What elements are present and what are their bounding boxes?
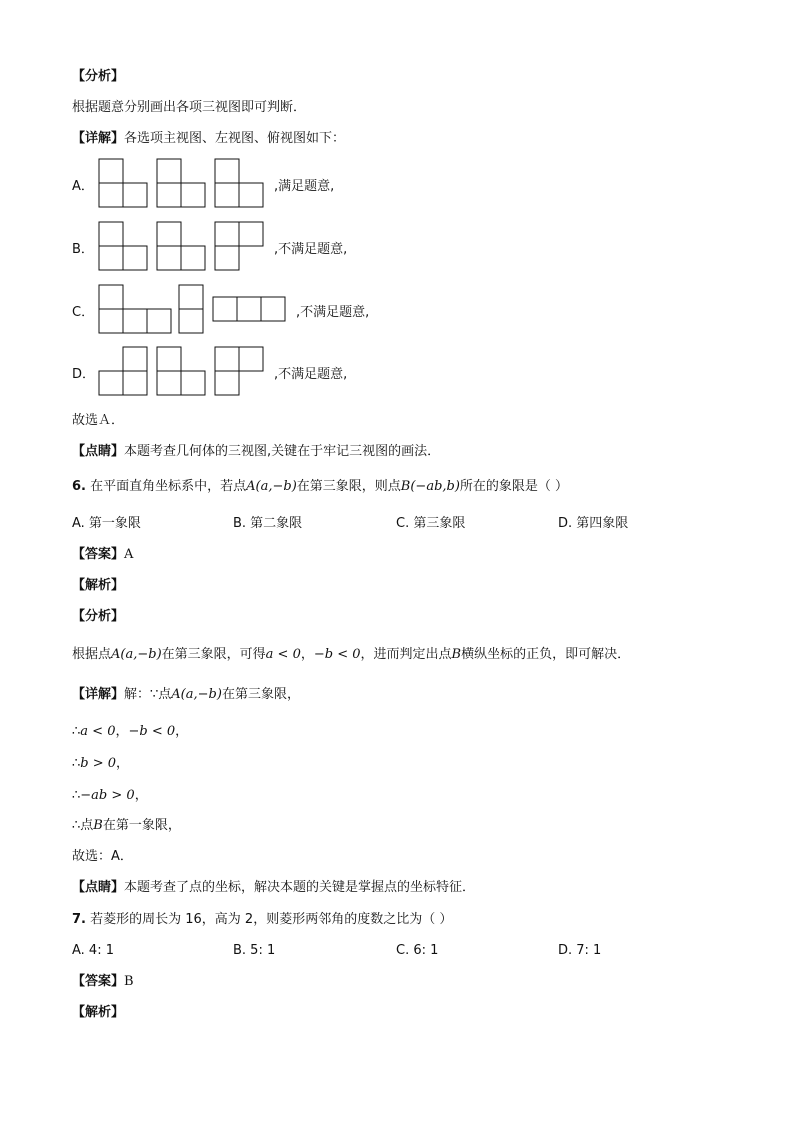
option-d-top-view (214, 346, 266, 398)
q6-analysis-part: 根据点 (72, 647, 112, 662)
therefore-symbol: ∴ (72, 788, 81, 803)
option-b-top-view (214, 221, 266, 273)
q6-detail-label: 【详解】 (72, 687, 125, 702)
q6-text-1: 在平面直角坐标系中，若点 (90, 479, 247, 494)
q6-analysis-text (72, 646, 630, 664)
q5-choose: 故选Ａ． (72, 413, 125, 428)
q6-analysis-part: 在第三象限，可得 (161, 647, 266, 662)
q6-option-d: D. 第四象限 (558, 516, 629, 531)
q5-detail-label: 【详解】 (72, 131, 125, 146)
q6-analysis-math: a < 0 (265, 647, 301, 662)
q5-detail-text: 各选项主视图、左视图、俯视图如下： (124, 131, 346, 146)
q7-option-b: B. 5: 1 (233, 943, 276, 958)
q6-jiexi-label: 【解析】 (72, 578, 125, 593)
option-c-front-view (98, 284, 174, 336)
option-b-front-view (98, 221, 150, 273)
option-b-left-view (156, 221, 208, 273)
q7-text: 若菱形的周长为 16，高为 2，则菱形两邻角的度数之比为（ ） (90, 912, 453, 927)
option-b-result: ,不满足题意, (274, 242, 348, 257)
option-a-label: A． (72, 179, 94, 194)
q6-step-2 (72, 755, 129, 773)
q7-answer (72, 973, 134, 991)
q6-answer (72, 546, 133, 564)
q5-analysis-text: 根据题意分别画出各项三视图即可判断． (72, 100, 307, 115)
q6-option-a: A. 第一象限 (72, 516, 141, 531)
q6-step-4 (72, 817, 181, 835)
q6-comment (72, 879, 475, 897)
q7-number: 7. (72, 912, 86, 927)
q6-step-part: 在第一象限， (102, 818, 181, 833)
option-a-views (72, 158, 334, 210)
q7-option-c: C. 6: 1 (396, 943, 439, 958)
option-a-front-view (98, 158, 150, 210)
q6-step-3 (72, 787, 148, 805)
q7-jiexi-label: 【解析】 (72, 1005, 125, 1020)
q6-analysis-math: −b < 0 (313, 647, 361, 662)
option-a-result: ,满足题意, (274, 179, 335, 194)
option-a-left-view (156, 158, 208, 210)
q7-option-d: D. 7: 1 (558, 943, 602, 958)
option-d-label: D． (72, 367, 96, 382)
q6-step-part: ， (175, 724, 189, 739)
option-c-label: C． (72, 305, 95, 320)
q6-analysis-label: 【分析】 (72, 609, 125, 624)
q7-option-a: A. 4: 1 (72, 943, 114, 958)
q6-detail-part: 在第三象限， (221, 687, 300, 702)
q6-step-math: b > 0 (80, 756, 117, 771)
q6-detail-part: 解：∵点 (124, 687, 172, 702)
q6-analysis-part: ， (300, 647, 314, 662)
option-d-result: ,不满足题意, (274, 367, 348, 382)
q6-number: 6. (72, 479, 86, 494)
option-b-label: B． (72, 242, 94, 257)
option-c-top-view (212, 296, 288, 324)
q6-comment-label: 【点睛】 (72, 880, 125, 895)
option-c-left-view (178, 284, 206, 336)
q6-step-part: ， (115, 724, 129, 739)
q6-question (72, 478, 568, 496)
q5-comment-label: 【点睛】 (72, 444, 125, 459)
option-b-views (72, 221, 347, 273)
q6-text-2: 在第三象限，则点 (296, 479, 401, 494)
q5-analysis-label: 【分析】 (72, 69, 125, 84)
q7-answer-value: B (124, 974, 134, 989)
q6-step-math: −b < 0 (128, 724, 176, 739)
q6-analysis-math: B (451, 647, 462, 662)
option-a-top-view (214, 158, 266, 210)
q5-comment-text: 本题考查几何体的三视图,关键在于牢记三视图的画法． (124, 444, 441, 459)
q6-point-b: B(−ab,b) (400, 479, 460, 494)
option-c-views (72, 284, 369, 336)
therefore-symbol: ∴点 (72, 818, 94, 833)
q6-step-math: a < 0 (80, 724, 116, 739)
therefore-symbol: ∴ (72, 724, 81, 739)
q6-step-1 (72, 723, 188, 741)
q6-step-math: −ab > 0 (80, 788, 135, 803)
q6-analysis-point: A(a,−b) (111, 647, 162, 662)
q6-step-math: B (93, 818, 103, 833)
q6-option-c: C. 第三象限 (396, 516, 466, 531)
therefore-symbol: ∴ (72, 756, 81, 771)
q5-detail (72, 130, 345, 148)
q5-comment (72, 443, 440, 461)
q6-comment-text: 本题考查了点的坐标，解决本题的关键是掌握点的坐标特征． (124, 880, 476, 895)
option-c-result: ,不满足题意, (296, 305, 370, 320)
q6-step-part: ， (116, 756, 130, 771)
q6-answer-value: A (124, 547, 134, 562)
q6-answer-label: 【答案】 (72, 547, 125, 562)
q7-question (72, 911, 452, 929)
option-d-views (72, 346, 347, 398)
q6-text-3: 所在的象限是（ ） (459, 479, 569, 494)
q6-analysis-part: ，进而判定出点 (360, 647, 452, 662)
q7-answer-label: 【答案】 (72, 974, 125, 989)
q6-option-b: B. 第二象限 (233, 516, 303, 531)
option-d-left-view (156, 346, 208, 398)
q6-analysis-part: 横纵坐标的正负，即可解决． (461, 647, 631, 662)
q6-detail (72, 686, 300, 704)
q6-point-a: A(a,−b) (246, 479, 297, 494)
option-d-front-view (98, 346, 150, 398)
q6-step-part: ， (134, 788, 148, 803)
q6-choose: 故选：A． (72, 849, 133, 864)
q6-detail-point: A(a,−b) (171, 687, 222, 702)
